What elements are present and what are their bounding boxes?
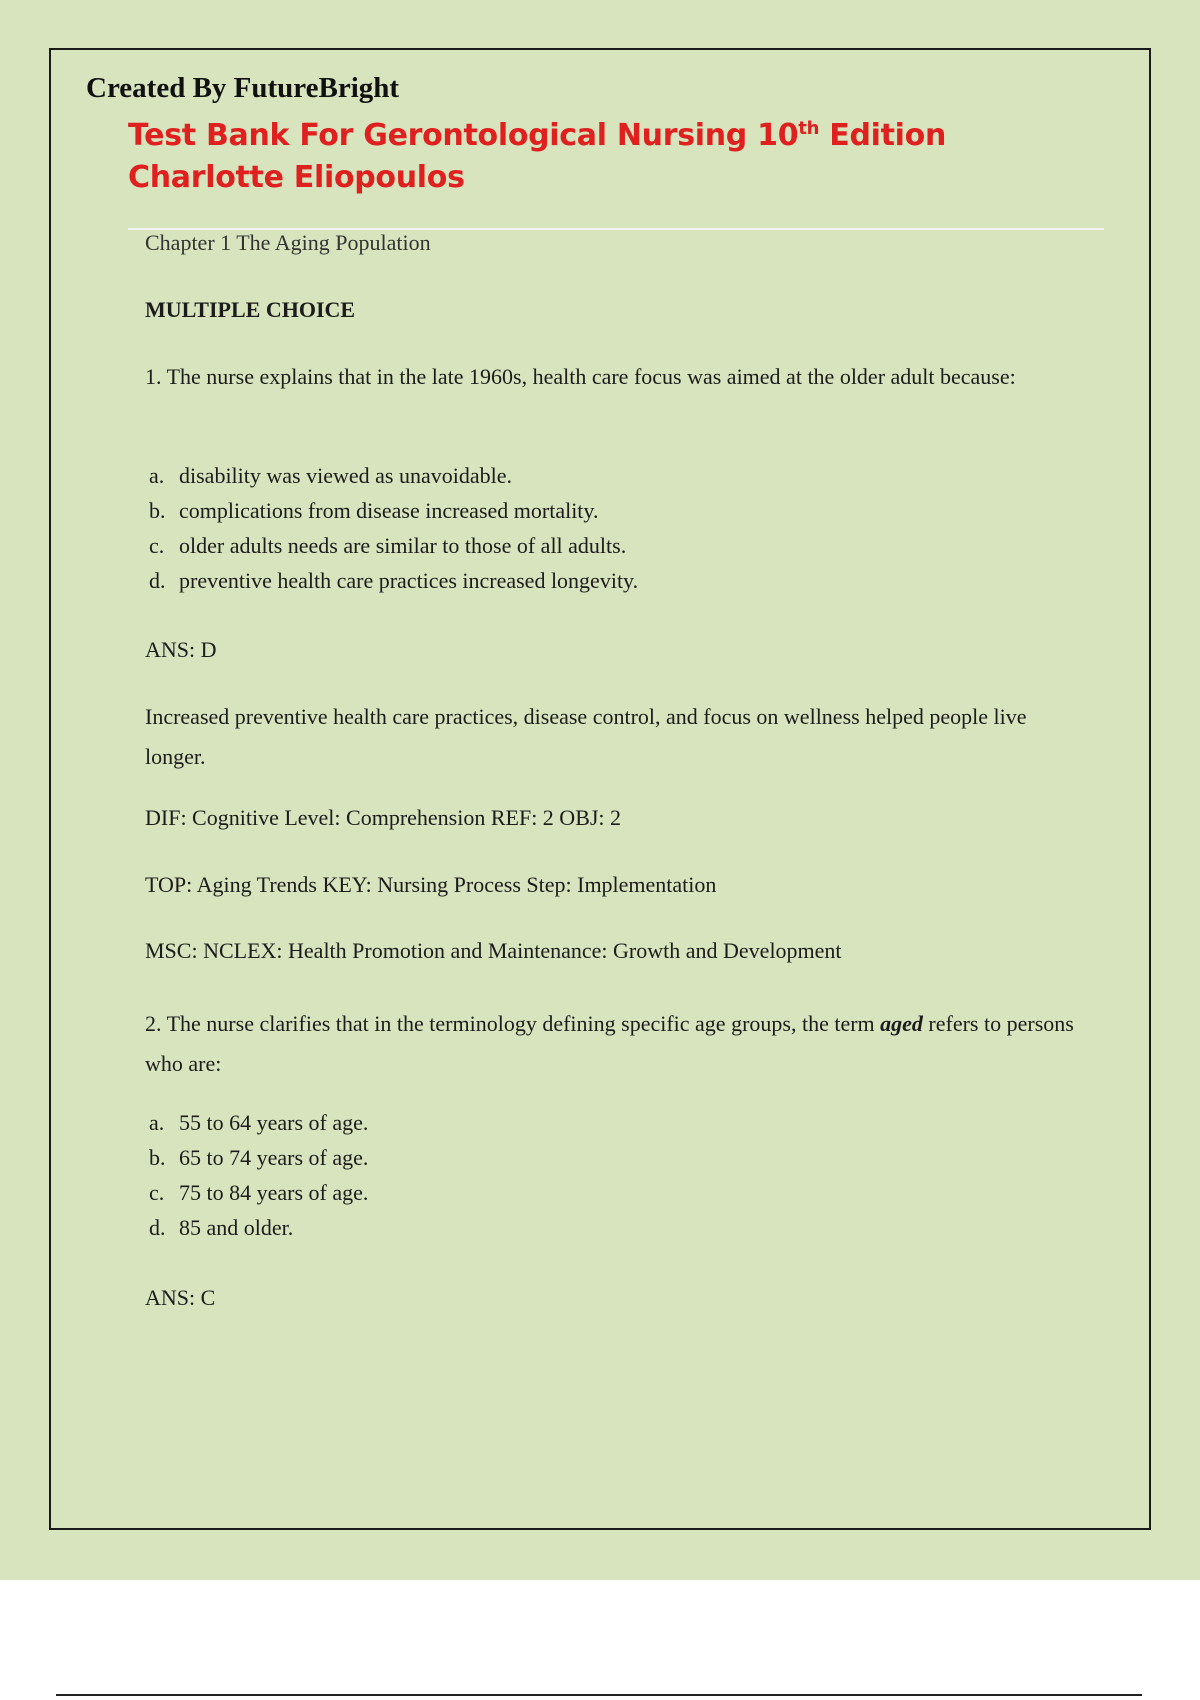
question-2-answer: ANS: C	[145, 1285, 216, 1310]
option-letter: a.	[149, 1110, 165, 1135]
option-text: complications from disease increased mortality.	[179, 498, 599, 523]
question-1-answer: ANS: D	[145, 637, 217, 662]
question-1-msc: MSC: NCLEX: Health Promotion and Maintenance: Growth and Development	[145, 938, 842, 963]
option-text: 65 to 74 years of age.	[179, 1145, 369, 1170]
title-superscript: th	[798, 118, 820, 139]
chapter-heading: Chapter 1 The Aging Population	[145, 230, 431, 255]
question-2-options	[145, 1105, 368, 1245]
option-text: 55 to 64 years of age.	[179, 1110, 369, 1135]
option-item	[145, 528, 638, 563]
question-1-rationale: Increased preventive health care practices, disease control, and focus on wellness helped people live longer.	[145, 704, 1027, 769]
footer-rule	[56, 1694, 1142, 1696]
option-item	[145, 563, 638, 598]
option-text: 85 and older.	[179, 1215, 294, 1240]
question-1-options	[145, 458, 638, 598]
option-letter: a.	[149, 463, 165, 488]
option-item	[145, 1210, 368, 1245]
option-letter: c.	[149, 533, 165, 558]
option-item	[145, 458, 638, 493]
option-letter: c.	[149, 1180, 165, 1205]
question-1-text: 1. The nurse explains that in the late 1960s, health care focus was aimed at the older adult because:	[145, 364, 1016, 389]
question-1-difficulty: DIF: Cognitive Level: Comprehension REF: 2 OBJ: 2	[145, 805, 622, 830]
option-item	[145, 493, 638, 528]
option-item	[145, 1105, 368, 1140]
option-text: disability was viewed as unavoidable.	[179, 463, 512, 488]
option-letter: b.	[149, 1145, 166, 1170]
created-by-label: Created By FutureBright	[86, 72, 400, 104]
title-rest: Edition Charlotte Eliopoulos	[128, 118, 946, 195]
option-text: older adults needs are similar to those of all adults.	[179, 533, 627, 558]
document-title	[128, 115, 1088, 199]
option-letter: d.	[149, 1215, 166, 1240]
question-1-topic: TOP: Aging Trends KEY: Nursing Process Step: Implementation	[145, 872, 717, 897]
option-text: 75 to 84 years of age.	[179, 1180, 369, 1205]
option-letter: b.	[149, 498, 166, 523]
question-2-term: aged	[880, 1011, 923, 1036]
question-2-text	[145, 1004, 1095, 1084]
question-2-text-start: 2. The nurse clarifies that in the terminology defining specific age groups, the term	[145, 1011, 881, 1036]
section-heading: MULTIPLE CHOICE	[145, 297, 356, 322]
option-text: preventive health care practices increased longevity.	[179, 568, 639, 593]
option-item	[145, 1175, 368, 1210]
title-main: Test Bank For Gerontological Nursing 10	[128, 118, 799, 153]
option-letter: d.	[149, 568, 166, 593]
question-2-text-end: refers to persons who are:	[145, 1011, 1074, 1076]
option-item	[145, 1140, 368, 1175]
